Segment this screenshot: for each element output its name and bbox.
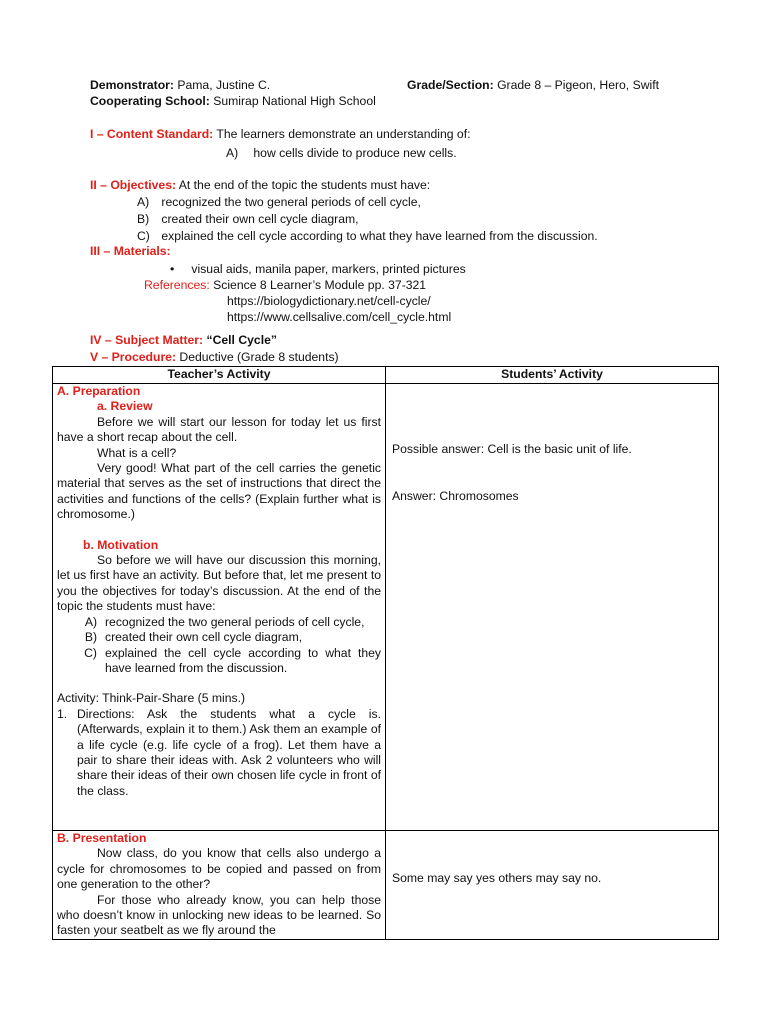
- demonstrator-value: Pama, Justine C.: [177, 78, 271, 92]
- student-answer: Possible answer: Cell is the basic unit of life.: [392, 442, 632, 456]
- objective-marker: A): [137, 195, 150, 209]
- students-cell: [386, 831, 719, 940]
- table-row-presentation: [53, 831, 719, 940]
- reference-text: Science 8 Learner’s Module pp. 37-321: [213, 278, 427, 292]
- grade-label: Grade/Section:: [407, 78, 494, 92]
- reference-link[interactable]: https://biologydictionary.net/cell-cycle/: [227, 294, 431, 308]
- procedure-line: [90, 350, 339, 365]
- subject-matter-line: [90, 333, 277, 348]
- list-item: [57, 707, 381, 799]
- bullet-icon: •: [170, 262, 175, 276]
- list-marker: B): [84, 630, 97, 645]
- school-value: Sumirap National High School: [213, 94, 376, 108]
- objective-marker: C): [137, 229, 150, 243]
- objectives-text: At the end of the topic the students must have:: [178, 178, 431, 192]
- list-text: created their own cell cycle diagram,: [105, 630, 303, 645]
- item-marker: A): [226, 146, 239, 160]
- procedure-label: V – Procedure:: [90, 350, 177, 364]
- objective-text: created their own cell cycle diagram,: [161, 212, 359, 226]
- section-presentation: B. Presentation: [57, 831, 147, 845]
- list-marker: C): [84, 645, 97, 660]
- table-header-row: [53, 367, 719, 384]
- objective-text: recognized the two general periods of cell cycle,: [161, 195, 421, 209]
- list-marker: A): [84, 614, 97, 629]
- objective-item: [137, 195, 421, 210]
- objective-marker: B): [137, 212, 150, 226]
- list-item: [57, 646, 381, 677]
- materials-item: [170, 262, 466, 277]
- materials-label: [90, 244, 171, 259]
- content-standard-text: The learners demonstrate an understanding of:: [216, 127, 471, 141]
- subject-matter-value: “Cell Cycle”: [206, 333, 277, 347]
- teacher-activity-header: Teacher’s Activity: [53, 367, 386, 384]
- content-standard-item: [226, 146, 457, 161]
- demonstrator-line: [90, 78, 270, 93]
- list-item: [57, 615, 381, 630]
- objectives-label: II – Objectives:: [90, 178, 177, 192]
- references-label: References:: [144, 278, 210, 292]
- student-answer: Answer: Chromosomes: [392, 489, 519, 503]
- materials-label-text: III – Materials:: [90, 244, 171, 258]
- presentation-paragraph: For those who already know, you can help those who doesn’t know in unlocking new ideas to be learned. So fasten your seatbelt as we fly around the: [57, 892, 381, 938]
- objective-text: explained the cell cycle according to what they have learned from the discussion.: [161, 229, 598, 243]
- objective-item: [137, 229, 598, 244]
- materials-item-text: visual aids, manila paper, markers, printed pictures: [191, 262, 466, 276]
- references-line: [144, 278, 426, 293]
- teacher-cell: [53, 384, 386, 831]
- students-activity-header: Students’ Activity: [386, 367, 719, 384]
- activity-title: Activity: Think-Pair-Share (5 mins.): [57, 691, 246, 706]
- grade-value: Grade 8 – Pigeon, Hero, Swift: [497, 78, 659, 92]
- review-paragraph: Very good! What part of the cell carries the genetic material that serves as the set of instructions that direct the activities and functions of the cells? (Explain further what is chromosome.): [57, 461, 381, 522]
- reference-link[interactable]: https://www.cellsalive.com/cell_cycle.html: [227, 310, 452, 324]
- review-question: What is a cell?: [97, 445, 177, 460]
- subsection-motivation: b. Motivation: [83, 537, 159, 552]
- content-standard-line: [90, 127, 470, 142]
- activity-table: [52, 366, 719, 940]
- demonstrator-label: Demonstrator:: [90, 78, 174, 92]
- motivation-paragraph: So before we will have our discussion this morning, let us first have an activity. But before that, let me present to you the objectives for today’s discussion. At the end of the topic the students must have:: [57, 553, 381, 614]
- procedure-value: Deductive (Grade 8 students): [179, 350, 339, 364]
- objectives-line: [90, 178, 430, 193]
- subsection-review: a. Review: [97, 399, 153, 414]
- teacher-cell: [53, 831, 386, 940]
- school-label: Cooperating School:: [90, 94, 210, 108]
- list-item: [57, 630, 381, 645]
- item-text: how cells divide to produce new cells.: [253, 146, 457, 160]
- objective-item: [137, 212, 359, 227]
- students-cell: [386, 384, 719, 831]
- content-standard-label: I – Content Standard:: [90, 127, 214, 141]
- school-line: [90, 94, 376, 109]
- grade-line: [407, 78, 659, 93]
- table-row-preparation: [53, 384, 719, 831]
- student-answer: Some may say yes others may say no.: [392, 871, 602, 885]
- list-text: explained the cell cycle according to what they have learned from the discussion.: [105, 645, 381, 675]
- list-text: Directions: Ask the students what a cycle is. (Afterwards, explain it to them.) Ask them an example of a life cycle (e.g. life cycle of a frog). Let them have a pair to share their ideas with. Ask 2 volunteers who will share their ideas of their own chosen life cycle in front of the class.: [77, 706, 381, 798]
- list-marker: 1.: [57, 706, 68, 721]
- presentation-paragraph: Now class, do you know that cells also undergo a cycle for chromosomes to be copied and passed on from one generation to the other?: [57, 846, 381, 892]
- section-preparation: A. Preparation: [57, 384, 141, 398]
- review-paragraph: Before we will start our lesson for today let us first have a short recap about the cell.: [57, 414, 381, 445]
- list-text: recognized the two general periods of cell cycle,: [105, 614, 365, 629]
- subject-matter-label: IV – Subject Matter:: [90, 333, 204, 347]
